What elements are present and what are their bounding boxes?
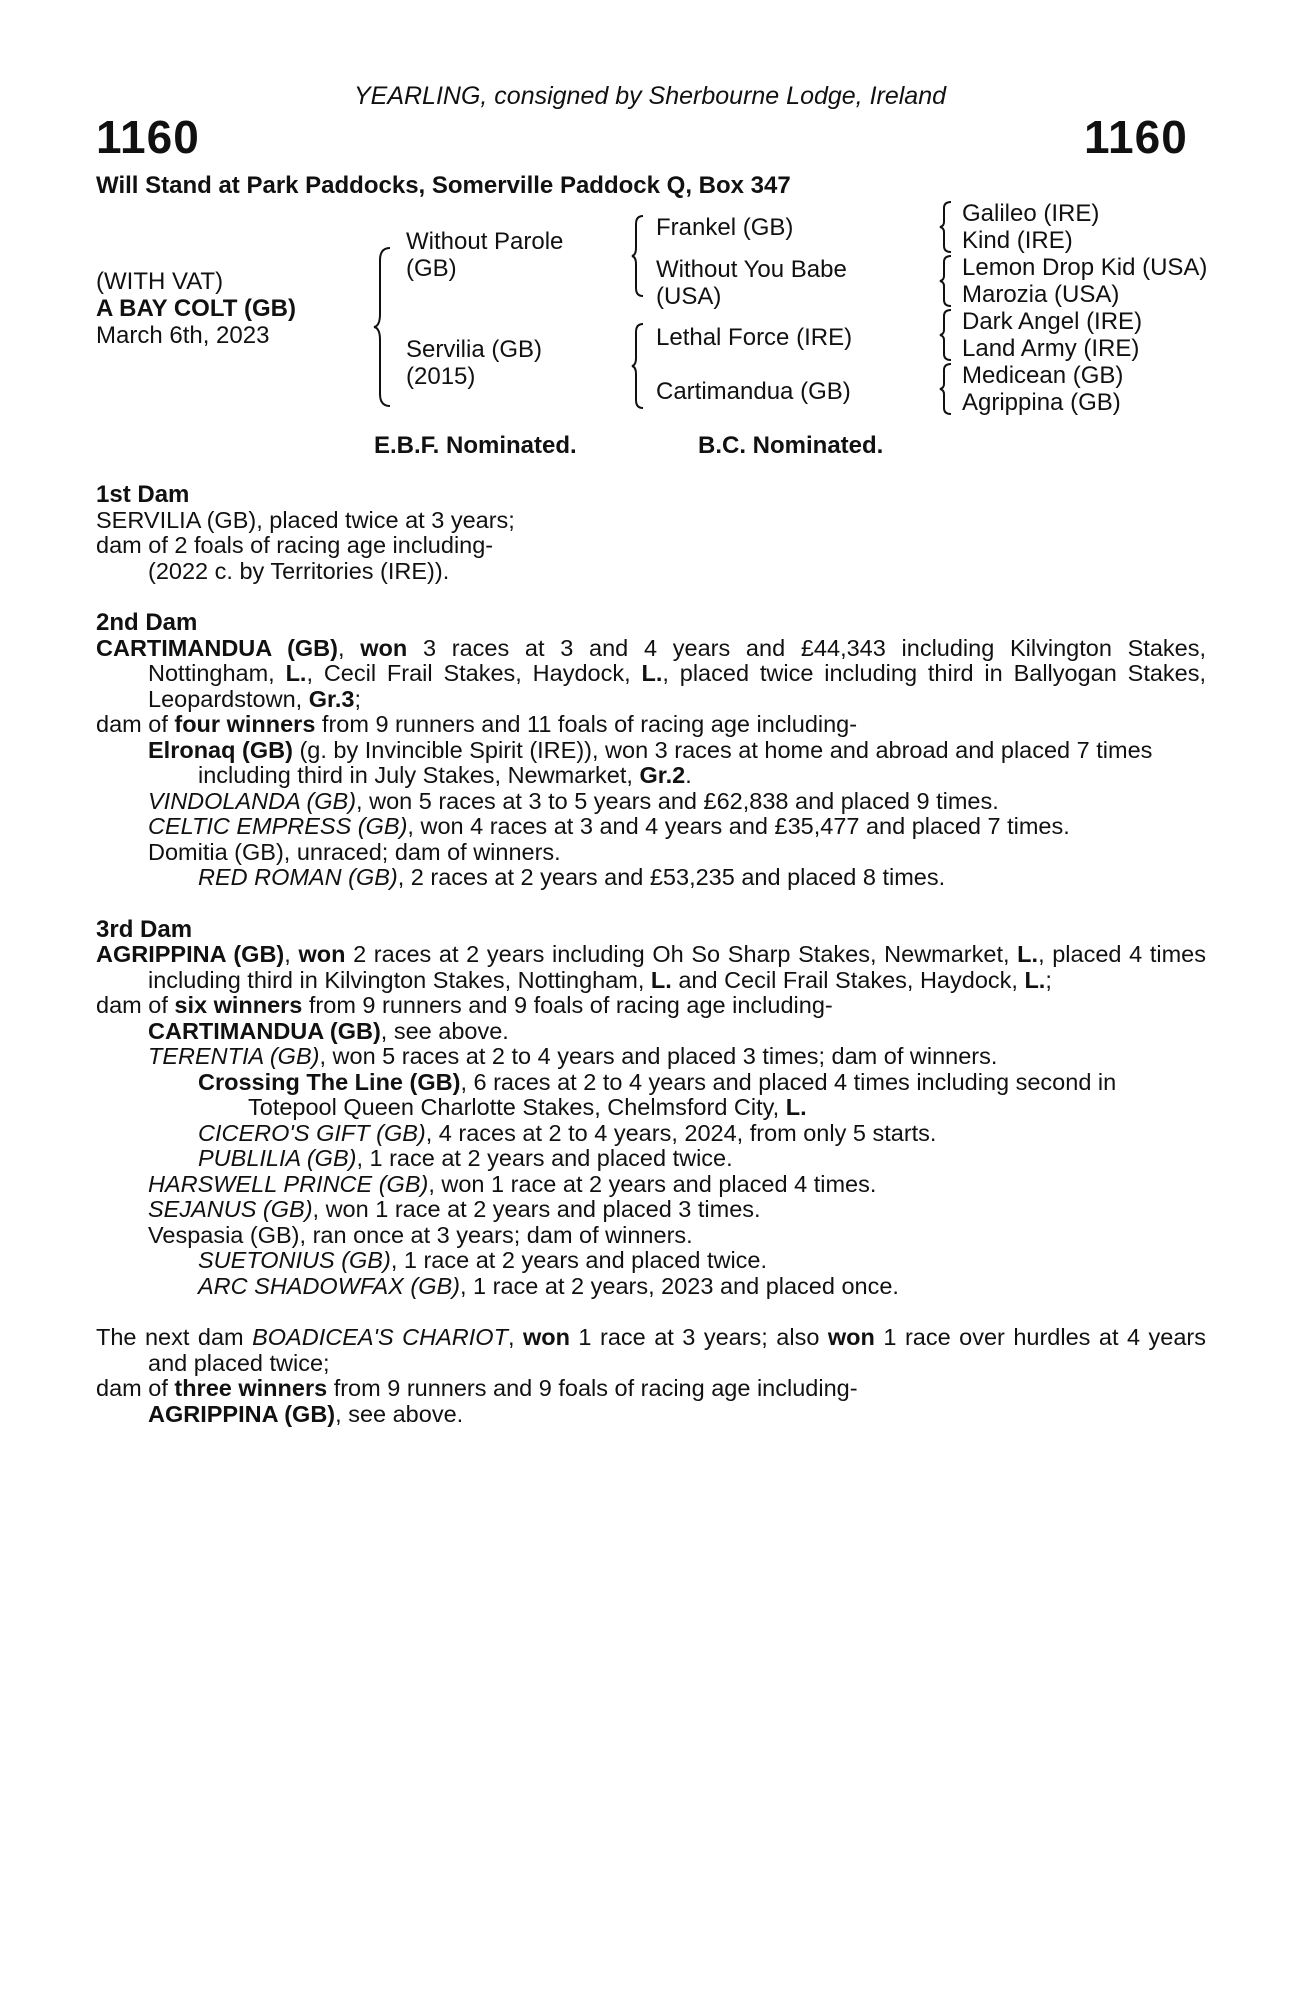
g3-galileo: Galileo (IRE) — [962, 200, 1100, 227]
first-dam-heading: 1st Dam — [96, 481, 190, 508]
produce-ciceros-gift: CICERO'S GIFT (GB), 4 races at 2 to 4 years, 2024, from only 5 starts. — [198, 1119, 937, 1146]
produce-elronaq: Elronaq (GB) (g. by Invincible Spirit (IRE)), won 3 races at home and abroad and placed 7 times including third in July Stakes, Newmarket, Gr.2. — [148, 736, 1153, 788]
produce-agrippina: AGRIPPINA (GB), see above. — [148, 1400, 464, 1427]
foaling-date: March 6th, 2023 — [96, 322, 270, 349]
produce-domitia: Domitia (GB), unraced; dam of winners. — [148, 838, 561, 865]
g3-lemon-drop-kid: Lemon Drop Kid (USA) — [962, 254, 1208, 281]
g-brace-4 — [938, 362, 954, 416]
stand-location: Will Stand at Park Paddocks, Somerville Paddock Q, Box 347 — [96, 172, 791, 199]
lot-number-right: 1160 — [1084, 111, 1188, 163]
horse-name: A BAY COLT (GB) — [96, 295, 297, 322]
grandparents-column — [962, 200, 1207, 416]
g3-dark-angel: Dark Angel (IRE) — [962, 308, 1143, 335]
dam-line-brace — [630, 322, 646, 410]
second-dam-record: CARTIMANDUA (GB), won 3 races at 3 and 4 years and £44,343 including Kilvington Stakes, Nottingham, L., Cecil Frail Stakes, Haydock, L., placed twice including third in Ballyogan Stakes, Leopardstown, Gr.3; — [96, 634, 1207, 712]
produce-vindolanda: VINDOLANDA (GB), won 5 races at 3 to 5 years and £62,838 and placed 9 times. — [148, 787, 999, 814]
sire-dam — [656, 256, 847, 310]
produce-terentia: TERENTIA (GB), won 5 races at 2 to 4 years and placed 3 times; dam of winners. — [148, 1043, 998, 1069]
sire-line-brace — [630, 214, 646, 298]
ebf-nomination: E.B.F. Nominated. — [374, 432, 577, 459]
dam-sire: Lethal Force (IRE) — [656, 324, 853, 351]
produce-arc-shadowfax: ARC SHADOWFAX (GB), 1 race at 2 years, 2023 and placed once. — [198, 1272, 899, 1299]
g3-land-army: Land Army (IRE) — [962, 335, 1140, 362]
lot-number-left: 1160 — [96, 111, 200, 163]
produce-vespasia: Vespasia (GB), ran once at 3 years; dam of winners. — [148, 1221, 693, 1248]
sire — [406, 228, 563, 282]
produce-sejanus: SEJANUS (GB), won 1 race at 2 years and placed 3 times. — [148, 1196, 761, 1222]
first-dam-line: SERVILIA (GB), placed twice at 3 years; — [96, 506, 515, 533]
g3-medicean: Medicean (GB) — [962, 362, 1124, 389]
produce-cartimandua: CARTIMANDUA (GB), see above. — [148, 1017, 509, 1044]
second-dam-produce: dam of four winners from 9 runners and 11 foals of racing age including- — [96, 711, 858, 737]
third-dam-record: AGRIPPINA (GB), won 2 races at 2 years including Oh So Sharp Stakes, Newmarket, L., placed 4 times including third in Kilvington Stakes, Nottingham, L. and Cecil Frail Stakes, Haydock, L.; — [96, 941, 1206, 993]
sire-origin: (GB) — [406, 255, 457, 282]
next-dam-produce: dam of three winners from 9 runners and 9 foals of racing age including- — [96, 1375, 858, 1401]
produce-suetonius: SUETONIUS (GB), 1 race at 2 years and placed twice. — [198, 1247, 768, 1273]
catalogue-body — [96, 482, 1206, 1427]
bc-nomination: B.C. Nominated. — [698, 432, 884, 459]
g-brace-2 — [938, 254, 954, 308]
g-brace-3 — [938, 308, 954, 362]
sire-name: Without Parole — [406, 228, 564, 255]
sire-sire: Frankel (GB) — [656, 214, 794, 241]
dam-dam: Cartimandua (GB) — [656, 378, 851, 405]
third-dam-produce: dam of six winners from 9 runners and 9 foals of racing age including- — [96, 992, 833, 1018]
g3-kind: Kind (IRE) — [962, 227, 1073, 254]
sire-dam-name: Without You Babe — [656, 256, 847, 283]
produce-red-roman: RED ROMAN (GB), 2 races at 2 years and £53,235 and placed 8 times. — [198, 864, 946, 890]
third-dam-heading: 3rd Dam — [96, 915, 193, 943]
next-dam-record: The next dam BOADICEA'S CHARIOT, won 1 race at 3 years; also won 1 race over hurdles at 4 years and placed twice; — [96, 1324, 1207, 1376]
horse-identity — [96, 268, 296, 349]
first-dam-foal: (2022 c. by Territories (IRE)). — [148, 557, 450, 584]
produce-celtic-empress: CELTIC EMPRESS (GB), won 4 races at 3 and 4 years and £35,477 and placed 7 times. — [148, 813, 1070, 839]
dam-year: (2015) — [406, 363, 476, 390]
second-dam-heading: 2nd Dam — [96, 609, 198, 636]
dam — [406, 336, 542, 390]
dam-name: Servilia (GB) — [406, 336, 543, 363]
produce-crossing-the-line: Crossing The Line (GB), 6 races at 2 to 4 years and placed 4 times including second in Totepool Queen Charlotte Stakes, Chelmsford City, L. — [198, 1068, 1117, 1120]
g3-marozia: Marozia (USA) — [962, 281, 1120, 308]
vat-note: (WITH VAT) — [96, 268, 224, 295]
produce-harswell-prince: HARSWELL PRINCE (GB), won 1 race at 2 years and placed 4 times. — [148, 1170, 877, 1197]
consignment-line: YEARLING, consigned by Sherbourne Lodge, Ireland — [353, 82, 947, 110]
first-dam-produce: dam of 2 foals of racing age including- — [96, 532, 494, 558]
produce-publilia: PUBLILIA (GB), 1 race at 2 years and placed twice. — [198, 1145, 733, 1171]
sire-dam-brace — [372, 246, 394, 408]
sire-dam-origin: (USA) — [656, 283, 722, 310]
g3-agrippina: Agrippina (GB) — [962, 389, 1121, 416]
g-brace-1 — [938, 200, 954, 254]
